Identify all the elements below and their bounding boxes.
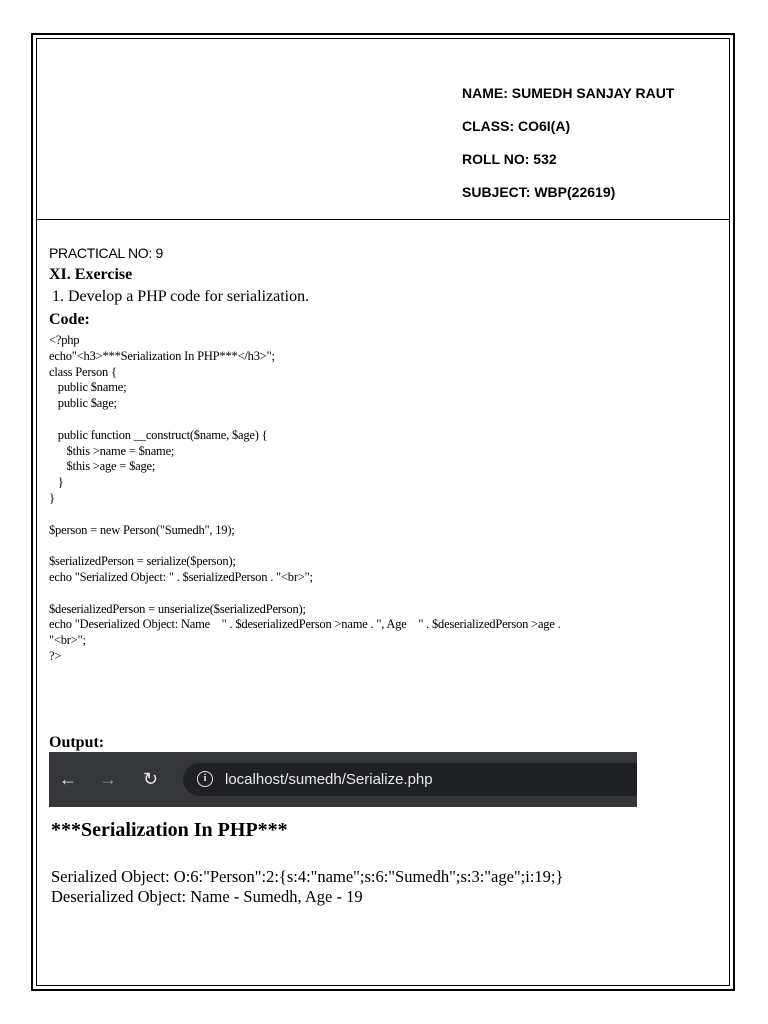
rendered-deserialized-line: Deserialized Object: Name - Sumedh, Age - 19 [51, 887, 363, 906]
student-class: CLASS: CO6I(A) [462, 118, 571, 134]
code-line: $person = new Person("Sumedh", 19); [49, 522, 235, 537]
header-divider [37, 219, 729, 220]
code-line: } [49, 475, 64, 490]
reload-icon[interactable]: ↻ [143, 769, 159, 789]
code-line: public function __construct($name, $age) { [49, 427, 268, 442]
back-arrow-icon[interactable]: ← [59, 769, 77, 789]
code-line: class Person { [49, 364, 117, 379]
code-line: $serializedPerson = serialize($person); [49, 554, 236, 569]
browser-toolbar [49, 752, 637, 807]
rendered-output-heading: ***Serialization In PHP*** [51, 819, 288, 841]
output-heading: Output: [49, 734, 105, 751]
code-line: echo"<h3>***Serialization In PHP***</h3>"; [49, 348, 275, 363]
address-bar[interactable] [183, 763, 637, 796]
code-line: echo "Deserialized Object: Name " . $deserializedPerson >name . ", Age " . $deserializedPerson >age . [49, 617, 561, 632]
code-line: $deserializedPerson = unserialize($serializedPerson); [49, 601, 306, 616]
forward-arrow-icon[interactable]: → [99, 769, 117, 789]
code-line: "<br>"; [49, 633, 86, 648]
code-line: $this >name = $name; [49, 443, 175, 458]
code-line [49, 507, 561, 523]
code-heading: Code: [49, 311, 90, 328]
code-line: public $age; [49, 396, 117, 411]
rendered-serialized-line: Serialized Object: O:6:"Person":2:{s:4:"name";s:6:"Sumedh";s:3:"age";i:19;} [51, 867, 564, 886]
student-roll-no: ROLL NO: 532 [462, 151, 557, 167]
code-line: ?> [49, 648, 62, 663]
code-line [49, 538, 561, 554]
exercise-heading: XI. Exercise [49, 266, 133, 283]
code-line [49, 586, 561, 602]
code-line: $this >age = $age; [49, 459, 156, 474]
code-line: } [49, 490, 55, 505]
code-line [49, 412, 561, 428]
code-line: echo "Serialized Object: " . $serializedPerson . "<br>"; [49, 569, 313, 584]
student-info-block [462, 83, 674, 215]
code-line: public $name; [49, 380, 127, 395]
student-name: NAME: SUMEDH SANJAY RAUT [462, 85, 675, 101]
address-bar-url[interactable]: localhost/sumedh/Serialize.php [225, 771, 433, 788]
code-line: <?php [49, 333, 80, 347]
student-subject: SUBJECT: WBP(22619) [462, 184, 616, 200]
practical-title: PRACTICAL NO: 9 [49, 245, 164, 261]
code-listing [49, 333, 561, 665]
exercise-question: 1. Develop a PHP code for serialization. [52, 288, 310, 305]
site-info-icon[interactable]: i [197, 771, 213, 787]
